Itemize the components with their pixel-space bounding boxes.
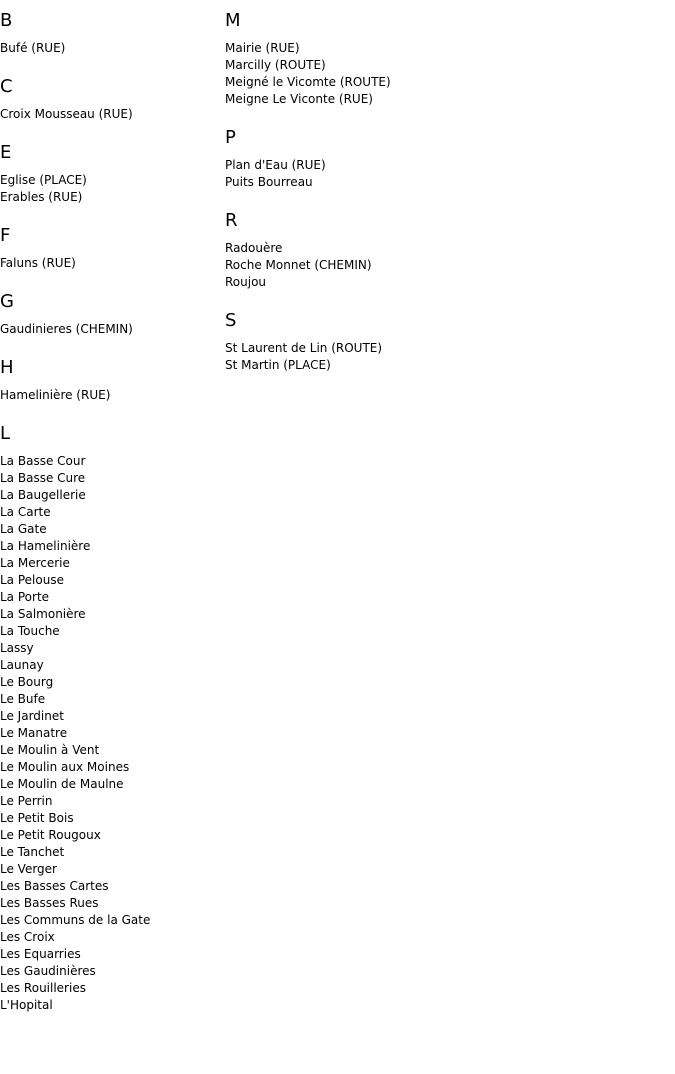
street-item[interactable]: Le Perrin [0,794,53,808]
section-letter: F [0,225,11,246]
street-list [0,40,215,57]
section-letter: C [0,76,13,97]
street-list [0,321,215,338]
street-item[interactable]: Meigné le Vicomte (ROUTE) [225,75,391,89]
street-item[interactable]: Le Tanchet [0,845,65,859]
section-letter: E [0,142,12,163]
street-item[interactable]: L'Hopital [0,998,53,1012]
street-item[interactable]: La Baugellerie [0,488,86,502]
street-item[interactable]: Le Moulin à Vent [0,743,100,757]
street-item[interactable]: Croix Mousseau (RUE) [0,107,133,121]
street-list [0,106,215,123]
street-item[interactable]: Le Verger [0,862,57,876]
street-item[interactable]: Le Bufe [0,692,46,706]
street-item[interactable]: Plan d'Eau (RUE) [225,158,326,172]
letter-group-f [0,225,215,272]
letter-group-p [225,127,525,191]
street-item[interactable]: Meigne Le Viconte (RUE) [225,92,373,106]
street-item[interactable]: La Pelouse [0,573,64,587]
street-list [225,240,525,291]
letter-group-r [225,210,525,291]
section-letter: S [225,310,237,331]
street-item[interactable]: La Basse Cour [0,454,86,468]
street-item[interactable]: La Basse Cure [0,471,86,485]
street-item[interactable]: La Gate [0,522,47,536]
street-item[interactable]: Les Gaudinières [0,964,96,978]
section-letter: L [0,423,11,444]
street-item[interactable]: St Martin (PLACE) [225,358,331,372]
street-item[interactable]: La Mercerie [0,556,70,570]
street-item[interactable]: Radouère [225,241,283,255]
street-list [0,172,215,206]
street-item[interactable]: Le Petit Bois [0,811,74,825]
street-item[interactable]: Roche Monnet (CHEMIN) [225,258,372,272]
letter-group-m [225,10,525,108]
street-item[interactable]: La Salmonière [0,607,86,621]
right-column [225,0,525,374]
street-item[interactable]: Les Equarries [0,947,81,961]
section-letter: G [0,291,14,312]
street-item[interactable]: La Touche [0,624,60,638]
street-item[interactable]: La Carte [0,505,51,519]
street-list [0,453,215,1014]
street-item[interactable]: Les Rouilleries [0,981,86,995]
street-item[interactable]: Launay [0,658,44,672]
letter-group-b [0,10,215,57]
street-list [0,387,215,404]
section-letter: H [0,357,14,378]
street-item[interactable]: La Porte [0,590,50,604]
street-item[interactable]: Faluns (RUE) [0,256,76,270]
section-letter: B [0,10,13,31]
street-item[interactable]: St Laurent de Lin (ROUTE) [225,341,383,355]
street-item[interactable]: Les Croix [0,930,55,944]
street-item[interactable]: Le Manatre [0,726,68,740]
left-column [0,0,215,1014]
street-item[interactable]: Gaudinieres (CHEMIN) [0,322,133,336]
street-item[interactable]: Le Bourg [0,675,54,689]
street-item[interactable]: Le Moulin aux Moines [0,760,130,774]
section-letter: M [225,10,241,31]
street-item[interactable]: Hamelinière (RUE) [0,388,111,402]
section-letter: P [225,127,236,148]
street-item[interactable]: Puits Bourreau [225,175,313,189]
street-item[interactable]: Marcilly (ROUTE) [225,58,326,72]
letter-group-g [0,291,215,338]
section-letter: R [225,210,238,231]
street-item[interactable]: Erables (RUE) [0,190,83,204]
street-item[interactable]: Les Communs de la Gate [0,913,151,927]
letter-group-e [0,142,215,206]
street-item[interactable]: Les Basses Cartes [0,879,109,893]
street-item[interactable]: Le Jardinet [0,709,64,723]
street-list [225,40,525,108]
street-list [225,157,525,191]
letter-group-c [0,76,215,123]
letter-group-s [225,310,525,374]
street-item[interactable]: Mairie (RUE) [225,41,300,55]
street-item[interactable]: Bufé (RUE) [0,41,66,55]
street-item[interactable]: La Hamelinière [0,539,91,553]
street-item[interactable]: Le Petit Rougoux [0,828,101,842]
letter-group-h [0,357,215,404]
street-item[interactable]: Eglise (PLACE) [0,173,87,187]
street-item[interactable]: Roujou [225,275,267,289]
letter-group-l [0,423,215,1014]
street-item[interactable]: Lassy [0,641,34,655]
street-item[interactable]: Les Basses Rues [0,896,99,910]
street-item[interactable]: Le Moulin de Maulne [0,777,124,791]
street-list [225,340,525,374]
street-list [0,255,215,272]
